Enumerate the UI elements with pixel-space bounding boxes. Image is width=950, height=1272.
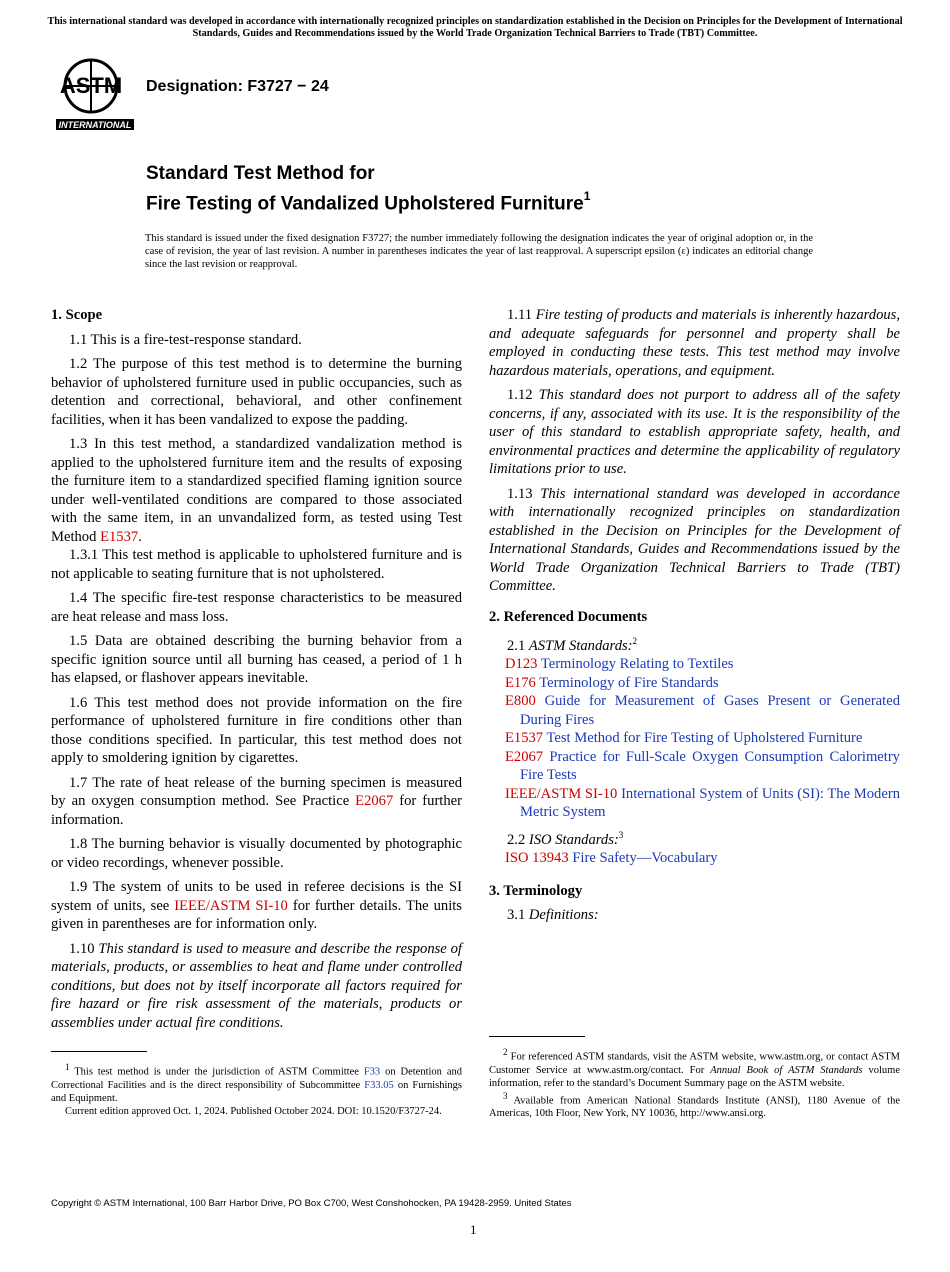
- reference-item: [489, 692, 900, 729]
- para-1-6: 1.6 This test method does not provide information on the fire performance of upholstered furniture in fire conditions other than those conditions specified. In particular, this test method does not apply to smoldering ignition by cigarettes.: [51, 694, 462, 766]
- para-1-9: 1.9 The system of units to be used in referee decisions is the SI system of units, see IEEE/ASTM SI-10 for further details. The units given in parentheses are for information only.: [51, 879, 462, 932]
- astm-logo: [53, 56, 135, 132]
- link-e2067[interactable]: E2067: [355, 793, 394, 809]
- para-1-7: 1.7 The rate of heat release of the burning specimen is measured by an oxygen consumption method. See Practice E2067 for further information.: [51, 774, 462, 828]
- reference-item: [489, 674, 900, 693]
- iso-standards-label: 2.2 ISO Standards:$^3$: [507, 829, 624, 848]
- section-heading-referenced: 2. Referenced Documents: [489, 608, 648, 625]
- tbt-banner: This international standard was developed in accordance with internationally recognized principles on standardization established in the Decision on Principles for the Development of International Standards, Guides and Recommendations issued by the World Trade Organization Technical Barriers to Trade (TBT) Committee.: [47, 16, 903, 39]
- designation: Designation: F3727 − 24: [146, 78, 329, 95]
- reference-item: [489, 849, 900, 868]
- para-1-10: 1.10 This standard is used to measure and describe the response of materials, products, or assemblies to heat and flame under controlled conditions, but does not by itself incorporate all factors required for fire hazard or fire risk assessment of the materials, products or assemblies under actual fire conditions.: [51, 940, 462, 1031]
- para-1-3: 1.3 In this test method, a standardized vandalization method is applied to the upholstered furniture item and the results of exposing the furniture item to a standardized specified flaming ignition source under well-ventilated conditions are compared to those associated with the same item, in an unvandalized form, as tested using Test Method E1537.: [51, 436, 462, 545]
- para-1-13: 1.13 This international standard was developed in accordance with internationally recognized principles on standardization established in the Decision on Principles for the Development of International Standards, Guides and Recommendations issued by the World Trade Organization Technical Barriers to Trade (TBT) Committee.: [489, 485, 901, 594]
- para-1-2: 1.2 The purpose of this test method is to determine the burning behavior of upholstered furniture used in public occupancies, such as detention and correctional, behavioral, and other confinement facilities, when it has been vandalized to expose the padding.: [51, 356, 462, 428]
- section-heading-scope: 1. Scope: [51, 307, 103, 323]
- link-ieee-si10[interactable]: IEEE/ASTM SI-10: [174, 897, 288, 914]
- astm-standards-label: 2.1 ASTM Standards:$^2$: [507, 636, 638, 654]
- footnotes-left: [51, 1061, 462, 1118]
- reference-title-link[interactable]: International System of Units (SI): The Modern Metric System: [520, 785, 900, 821]
- link-e1537[interactable]: E1537: [100, 528, 139, 545]
- link-f33[interactable]: F33: [363, 1066, 381, 1078]
- reference-code-link[interactable]: E176: [505, 674, 536, 691]
- designation-notice: This standard is issued under the fixed designation F3727; the number immediately following the designation indicates the year of original adoption or, in the case of revision, the year of last revision. A number in parentheses indicates the year of last reapproval. A superscript epsilon (ε) indicates an editorial change since the last revision or reapproval.: [145, 233, 813, 270]
- left-column: [51, 306, 462, 1038]
- title-footnote-marker: 1: [583, 189, 591, 203]
- title-text: Fire Testing of Vandalized Upholstered Furniture: [146, 193, 584, 215]
- reference-title-link[interactable]: Terminology Relating to Textiles: [540, 656, 734, 673]
- reference-item: [489, 748, 900, 785]
- astm-reference-list: [489, 655, 900, 822]
- reference-item: [489, 729, 900, 748]
- copyright-line: Copyright © ASTM International, 100 Barr Harbor Drive, PO Box C700, West Conshohocken, PA 19428-2959. United States: [51, 1198, 572, 1209]
- para-1-4: 1.4 The specific fire-test response characteristics to be measured are heat release and mass loss.: [51, 590, 462, 625]
- para-1-3-1: 1.3.1 This test method is applicable to upholstered furniture and is not applicable to seating furniture that is not upholstered.: [51, 547, 462, 582]
- iso-reference-list: [489, 849, 900, 868]
- footnote-1: $^1$ This test method is under the jurisdiction of ASTM Committee F33 on Detention and Correctional Facilities and is the direct responsibility of Subcommittee F33.05 on Furnishings and Equipment.: [51, 1062, 463, 1104]
- footnotes-right: [489, 1046, 900, 1120]
- para-1-8: 1.8 The burning behavior is visually documented by photographic or video recordings, whenever possible.: [51, 836, 462, 871]
- reference-code-link[interactable]: E1537: [505, 730, 544, 747]
- reference-code-link[interactable]: ISO 13943: [505, 850, 569, 867]
- logo-subtext: INTERNATIONAL: [58, 120, 132, 130]
- reference-code-link[interactable]: D123: [505, 656, 538, 673]
- link-f33-05[interactable]: F33.05: [364, 1079, 394, 1091]
- reference-code-link[interactable]: E800: [505, 693, 536, 710]
- reference-title-link[interactable]: Guide for Measurement of Gases Present or Generated During Fires: [520, 693, 900, 728]
- reference-item: [489, 785, 900, 822]
- reference-title-link[interactable]: Test Method for Fire Testing of Upholstered Furniture: [546, 730, 863, 747]
- reference-item: [489, 655, 900, 674]
- title-line-1: Standard Test Method for: [146, 163, 375, 184]
- title-line-2: [146, 186, 590, 216]
- edition-note: Current edition approved Oct. 1, 2024. Published October 2024. DOI: 10.1520/F3727-24.: [65, 1105, 442, 1117]
- footnote-rule-left: [51, 1051, 147, 1052]
- right-column: [489, 306, 900, 925]
- footnote-3: $^3$ Available from American National Standards Institute (ANSI), 1180 Avenue of the Americas, 10th Floor, New York, NY 10036, http://www.ansi.org.: [489, 1090, 901, 1119]
- section-heading-terminology: 3. Terminology: [489, 882, 583, 899]
- reference-title-link[interactable]: Fire Safety—Vocabulary: [572, 850, 718, 867]
- document-title: [146, 162, 590, 216]
- para-1-12: 1.12 This standard does not purport to address all of the safety concerns, if any, associated with its use. It is the responsibility of the user of this standard to establish appropriate safety, health, and environmental practices and determine the applicability of regulatory limitations prior to use.: [489, 387, 900, 477]
- reference-code-link[interactable]: E2067: [505, 748, 544, 765]
- para-1-5: 1.5 Data are obtained describing the burning behavior from a specific ignition source until all burning has ceased, a period of 1 h has elapsed, or flashover appears inevitable.: [51, 633, 462, 686]
- reference-code-link[interactable]: IEEE/ASTM SI-10: [505, 785, 618, 802]
- para-1-1: 1.1 This is a fire-test-response standard.: [69, 331, 302, 348]
- footnote-2: $^2$ For referenced ASTM standards, visit the ASTM website, www.astm.org, or contact ASTM Customer Service at www.astm.org/contact. For Annual Book of ASTM Standards volume information, refer to the standard’s Document Summary page on the ASTM website.: [489, 1047, 900, 1089]
- logo-wordmark: ASTM: [59, 73, 123, 98]
- footnote-rule-right: [489, 1036, 585, 1037]
- page-number: 1: [470, 1222, 477, 1237]
- reference-title-link[interactable]: Terminology of Fire Standards: [539, 674, 719, 691]
- definitions-label: 3.1 Definitions:: [507, 907, 599, 924]
- para-1-11: 1.11 Fire testing of products and materials is inherently hazardous, and adequate safeguards for personnel and property shall be employed in conducting these tests. This test method may involve hazardous materials, operations, and equipment.: [489, 307, 900, 379]
- reference-title-link[interactable]: Practice for Full-Scale Oxygen Consumption Calorimetry Fire Tests: [520, 748, 900, 784]
